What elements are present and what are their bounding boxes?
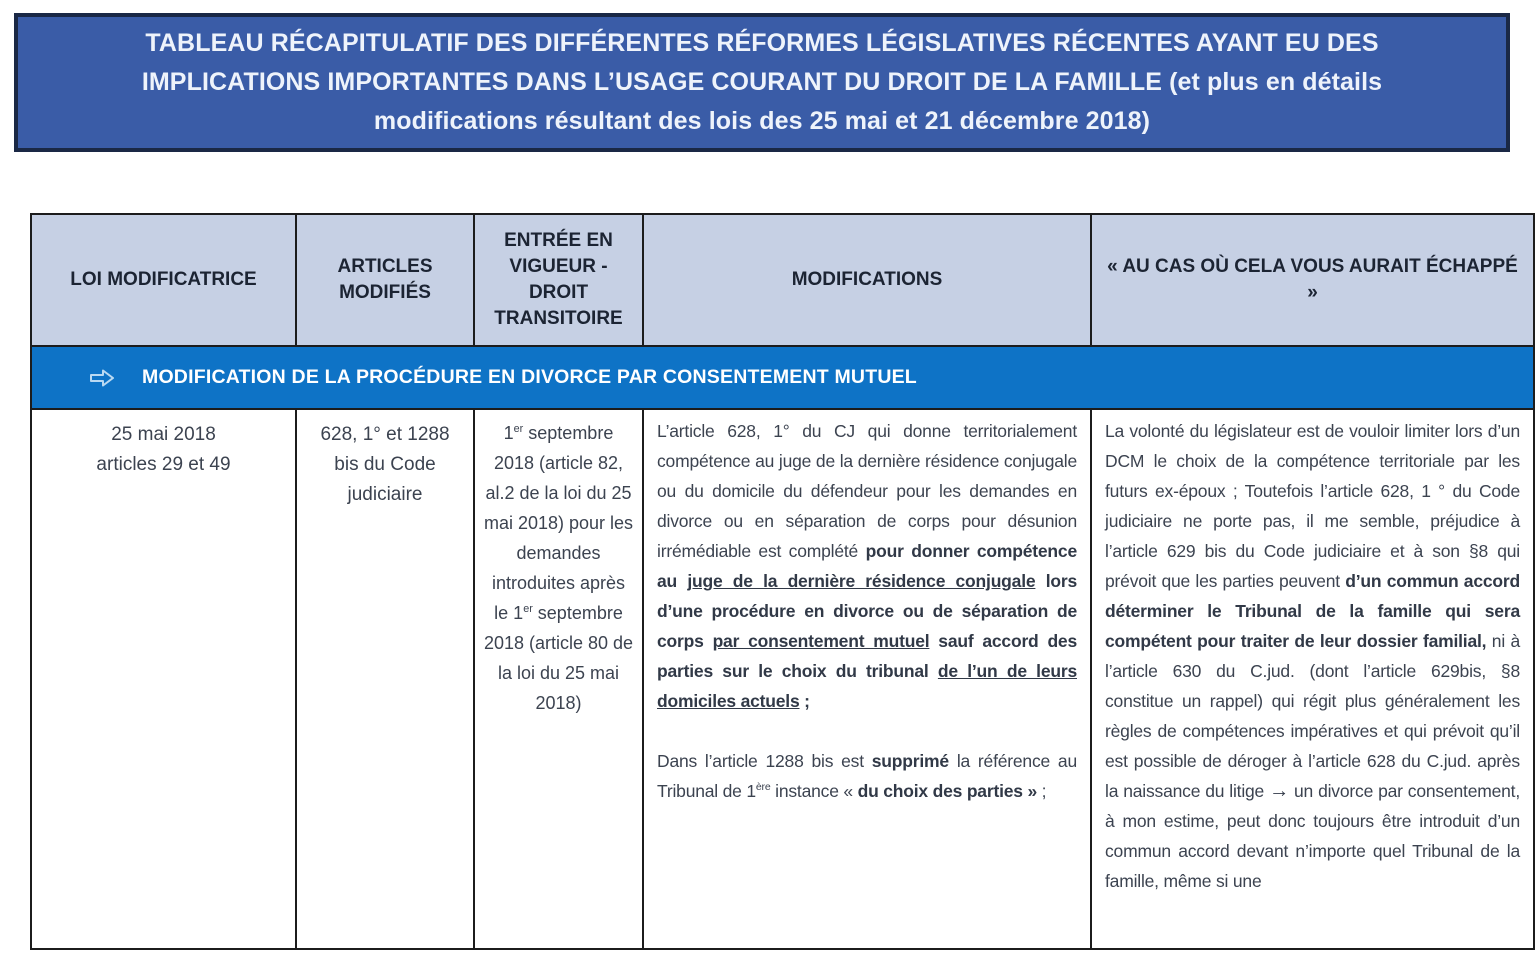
section-row	[31, 346, 1534, 409]
banner-line-1: TABLEAU RÉCAPITULATIF DES DIFFÉRENTES RÉFORMES LÉGISLATIVES RÉCENTES AYANT EU DES	[145, 29, 1379, 57]
right-arrow-icon	[88, 368, 116, 388]
loi-date-line: 25 mai 2018	[111, 424, 216, 445]
loi-articles-line: articles 29 et 49	[96, 454, 231, 475]
section-title: MODIFICATION DE LA PROCÉDURE EN DIVORCE PAR CONSENTEMENT MUTUEL	[142, 366, 917, 388]
cell-loi-modificatrice	[31, 409, 296, 949]
header-cell-modifications: MODIFICATIONS	[643, 214, 1091, 346]
banner-line-3: modifications résultant des lois des 25 mai et 21 décembre 2018)	[373, 107, 1151, 135]
header-cell-loi-modificatrice: LOI MODIFICATRICE	[31, 214, 296, 346]
cell-modifications	[643, 409, 1091, 949]
modifications-text: L’article 628, 1° du CJ qui donne territorialement compétence au juge de la dernière résidence conjugale ou du domicile du défendeur pour les demandes en divorce ou en séparation de corps pour désunion irrémédiable est complété pour donner compétence au juge de la dernière résidence conjugale lors d’une procédure en divorce ou de séparation de corps par consentement mutuel sauf accord des parties sur le choix du tribunal de l’un de leurs domiciles actuels ; Dans l’article 1288 bis est supprimé la référence au Tribunal de 1ère instance « du choix des parties » ;	[657, 421, 1077, 801]
cell-entree-vigueur	[474, 409, 643, 949]
cell-articles-modifies	[296, 409, 474, 949]
au-cas-text: La volonté du législateur est de vouloir limiter lors d’un DCM le choix de la compétence territoriale par les futurs ex-époux ; Toutefois l’article 628, 1 ° du Code judiciaire ne porte pas, il me semble, préjudice à l’article 629 bis du Code judiciaire et à son §8 qui prévoit que les parties peuvent d’un commun accord déterminer le Tribunal de la famille qui sera compétent pour traiter de leur dossier familial, ni à l’article 630 du C.jud. (dont l’article 629bis, §8 constitue un rappel) qui régit plus généralement les règles de compétences impératives et qui prévoit qu’il est possible de déroger à l’article 628 du C.jud. après la naissance du litige → un divorce par consentement, à mon estime, peut donc toujours être introduit d’un commun accord devant n’importe quel Tribunal de la famille, même si une	[1105, 421, 1521, 891]
reforms-table	[30, 213, 1535, 950]
entree-vigueur-text: 1er septembre 2018 (article 82, al.2 de la loi du 25 mai 2018) pour les demandes introduites après le 1er septembre 2018 (article 80 de la loi du 25 mai 2018)	[483, 423, 634, 713]
header-cell-au-cas: « AU CAS OÙ CELA VOUS AURAIT ÉCHAPPÉ »	[1091, 214, 1534, 346]
banner-line-2: IMPLICATIONS IMPORTANTES DANS L’USAGE COURANT DU DROIT DE LA FAMILLE (et plus en détails	[141, 68, 1383, 96]
articles-modifies-text: 628, 1° et 1288 bis du Code judiciaire	[320, 424, 450, 505]
header-cell-articles-modifies: ARTICLES MODIFIÉS	[296, 214, 474, 346]
header-cell-entree-vigueur: ENTRÉE EN VIGUEUR - DROIT TRANSITOIRE	[474, 214, 643, 346]
table-header-row	[31, 214, 1534, 346]
title-banner	[14, 13, 1510, 152]
cell-au-cas	[1091, 409, 1534, 949]
data-row	[31, 409, 1534, 949]
section-row-inner	[32, 366, 1533, 389]
